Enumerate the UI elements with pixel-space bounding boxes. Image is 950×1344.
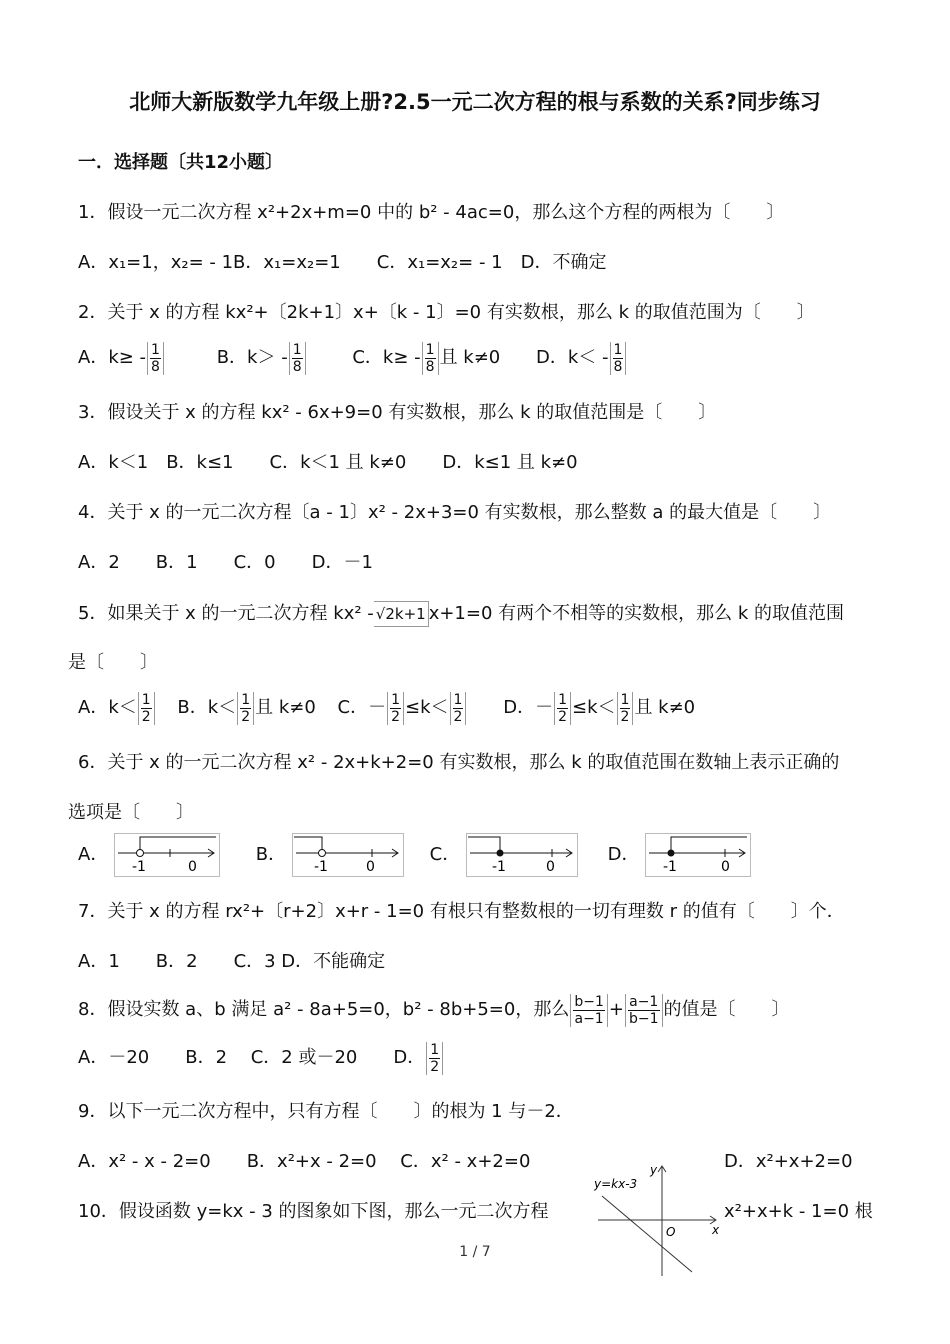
number-line-b: [292, 833, 404, 877]
question-6-cont: 选项是〔 〕: [68, 802, 194, 823]
page-number: 1 / 7: [459, 1244, 491, 1260]
question-3-stem: 3．假设关于 x 的方程 kx² - 6x+9=0 有实数根，那么 k 的取值范围是〔 〕: [78, 402, 717, 423]
sqrt-expression: √2k+1: [374, 601, 429, 627]
graph-function-label: y=kx-3: [594, 1177, 638, 1191]
option-c: C．k≥ -: [352, 347, 421, 368]
question-2-options: A．k≥ - $\frac{1}{8}$ B．k＞ - $\frac{1}{8}$ C．k≥ - $\frac{1}{8}$ 且 k≠0 D．k＜ - $\frac{1}{8}$: [78, 338, 627, 378]
fraction: $\frac{1}{2}$: [426, 1042, 443, 1075]
question-9-options: A．x² - x - 2=0 B．x²+x - 2=0 C．x² - x+2=0: [78, 1151, 531, 1172]
fraction: $\frac{1}{8}$: [422, 342, 439, 375]
question-6-stem: 6．关于 x 的一元二次方程 x² - 2x+k+2=0 有实数根，那么 k 的取值范围在数轴上表示正确的: [78, 752, 840, 773]
option-c: C．－: [337, 697, 387, 718]
fraction: $\frac{1}{2}$: [237, 692, 254, 725]
number-line-a: [114, 833, 220, 877]
question-7-options: A．1 B．2 C．3 D．不能确定: [78, 951, 386, 972]
number-line-d: [645, 833, 751, 877]
question-1-options: A．x₁=1，x₂= - 1B．x₁=x₂=1 C．x₁=x₂= - 1 D．不确定: [78, 252, 607, 273]
section-heading: 一．选择题〔共12小题〕: [78, 152, 284, 173]
svg-text:0: 0: [545, 859, 555, 875]
linear-function-graph: [592, 1160, 724, 1278]
fraction: $\frac{a-1}{b-1}$: [625, 994, 663, 1027]
svg-text:-1: -1: [132, 859, 147, 875]
x-axis-label: x: [712, 1223, 720, 1237]
y-axis-label: y: [650, 1163, 658, 1177]
svg-text:-1: -1: [491, 859, 506, 875]
option-c: C．: [429, 844, 461, 865]
question-4-stem: 4．关于 x 的一元二次方程〔a - 1〕x² - 2x+3=0 有实数根，那么整数 a 的最大值是〔 〕: [78, 502, 832, 523]
svg-text:-1: -1: [313, 859, 328, 875]
option-d: D．: [607, 844, 640, 865]
option-d: D．k＜ -: [536, 347, 609, 368]
option-a: A．k＜: [78, 697, 137, 718]
question-9-stem: 9．以下一元二次方程中，只有方程〔 〕的根为 1 与－2．: [78, 1101, 574, 1122]
question-5-options: A．k＜ $\frac{1}{2}$ B．k＜ $\frac{1}{2}$ 且 k≠0 C．－ $\frac{1}{2}$ ≤k＜ $\frac{1}{2}$ D．－ $\frac{1}{2}$ ≤k＜ $\frac{1}{2}$ 且 k≠0: [78, 691, 696, 725]
option-d: D．－: [503, 697, 554, 718]
question-5-cont: 是〔 〕: [68, 652, 158, 673]
option-b: B．: [255, 844, 287, 865]
number-line-c: [466, 833, 578, 877]
page-title: 北师大新版数学九年级上册?2.5一元二次方程的根与系数的关系?同步练习: [129, 90, 821, 114]
question-1-stem: 1．假设一元二次方程 x²+2x+m=0 中的 b² - 4ac=0，那么这个方程的两根为〔 〕: [78, 202, 785, 223]
fraction: $\frac{1}{8}$: [610, 342, 627, 375]
question-6-options: [78, 833, 751, 877]
option-b: B．k＜: [177, 697, 237, 718]
fraction: $\frac{1}{2}$: [554, 692, 571, 725]
fraction: $\frac{1}{8}$: [289, 342, 306, 375]
question-10-stem: 10．假设函数 y=kx - 3 的图象如下图，那么一元二次方程: [78, 1201, 549, 1222]
question-8-stem: 8．假设实数 a、b 满足 a² - 8a+5=0，b² - 8b+5=0，那么 $\frac{b-1}{a-1}$ + $\frac{a-1}{b-1}$ 的值是〔 〕: [78, 993, 790, 1027]
fraction: $\frac{1}{2}$: [450, 692, 467, 725]
svg-text:0: 0: [365, 859, 375, 875]
fraction: $\frac{1}{8}$: [147, 342, 164, 375]
svg-text:0: 0: [188, 859, 197, 875]
fraction: $\frac{b-1}{a-1}$: [570, 994, 608, 1027]
question-8-options: A．－20 B．2 C．2 或－20 D． $\frac{1}{2}$: [78, 1038, 444, 1078]
svg-text:0: 0: [721, 859, 731, 875]
fraction: $\frac{1}{2}$: [617, 692, 634, 725]
fraction: $\frac{1}{2}$: [387, 692, 404, 725]
svg-text:-1: -1: [663, 859, 678, 875]
question-4-options: A．2 B．1 C．0 D．－1: [78, 552, 373, 573]
question-3-options: A．k＜1 B．k≤1 C．k＜1 且 k≠0 D．k≤1 且 k≠0: [78, 452, 578, 473]
question-5-stem: 5．如果关于 x 的一元二次方程 kx² - √2k+1 x+1=0 有两个不相等的实数根，那么 k 的取值范围: [78, 601, 844, 627]
option-b: B．k＞ -: [216, 347, 288, 368]
option-a: A．k≥ -: [78, 347, 147, 368]
question-10-stem-cont: x²+x+k - 1=0 根: [724, 1201, 873, 1222]
question-7-stem: 7．关于 x 的方程 rx²+〔r+2〕x+r - 1=0 有根只有整数根的一切有理数 r 的值有〔 〕个．: [78, 901, 845, 922]
question-9-option-d: D．x²+x+2=0: [724, 1151, 853, 1172]
question-2-stem: 2．关于 x 的方程 kx²+〔2k+1〕x+〔k - 1〕=0 有实数根，那么 k 的取值范围为〔 〕: [78, 302, 815, 323]
fraction: $\frac{1}{2}$: [138, 692, 155, 725]
origin-label: O: [666, 1225, 676, 1239]
option-a: A．: [78, 844, 109, 865]
